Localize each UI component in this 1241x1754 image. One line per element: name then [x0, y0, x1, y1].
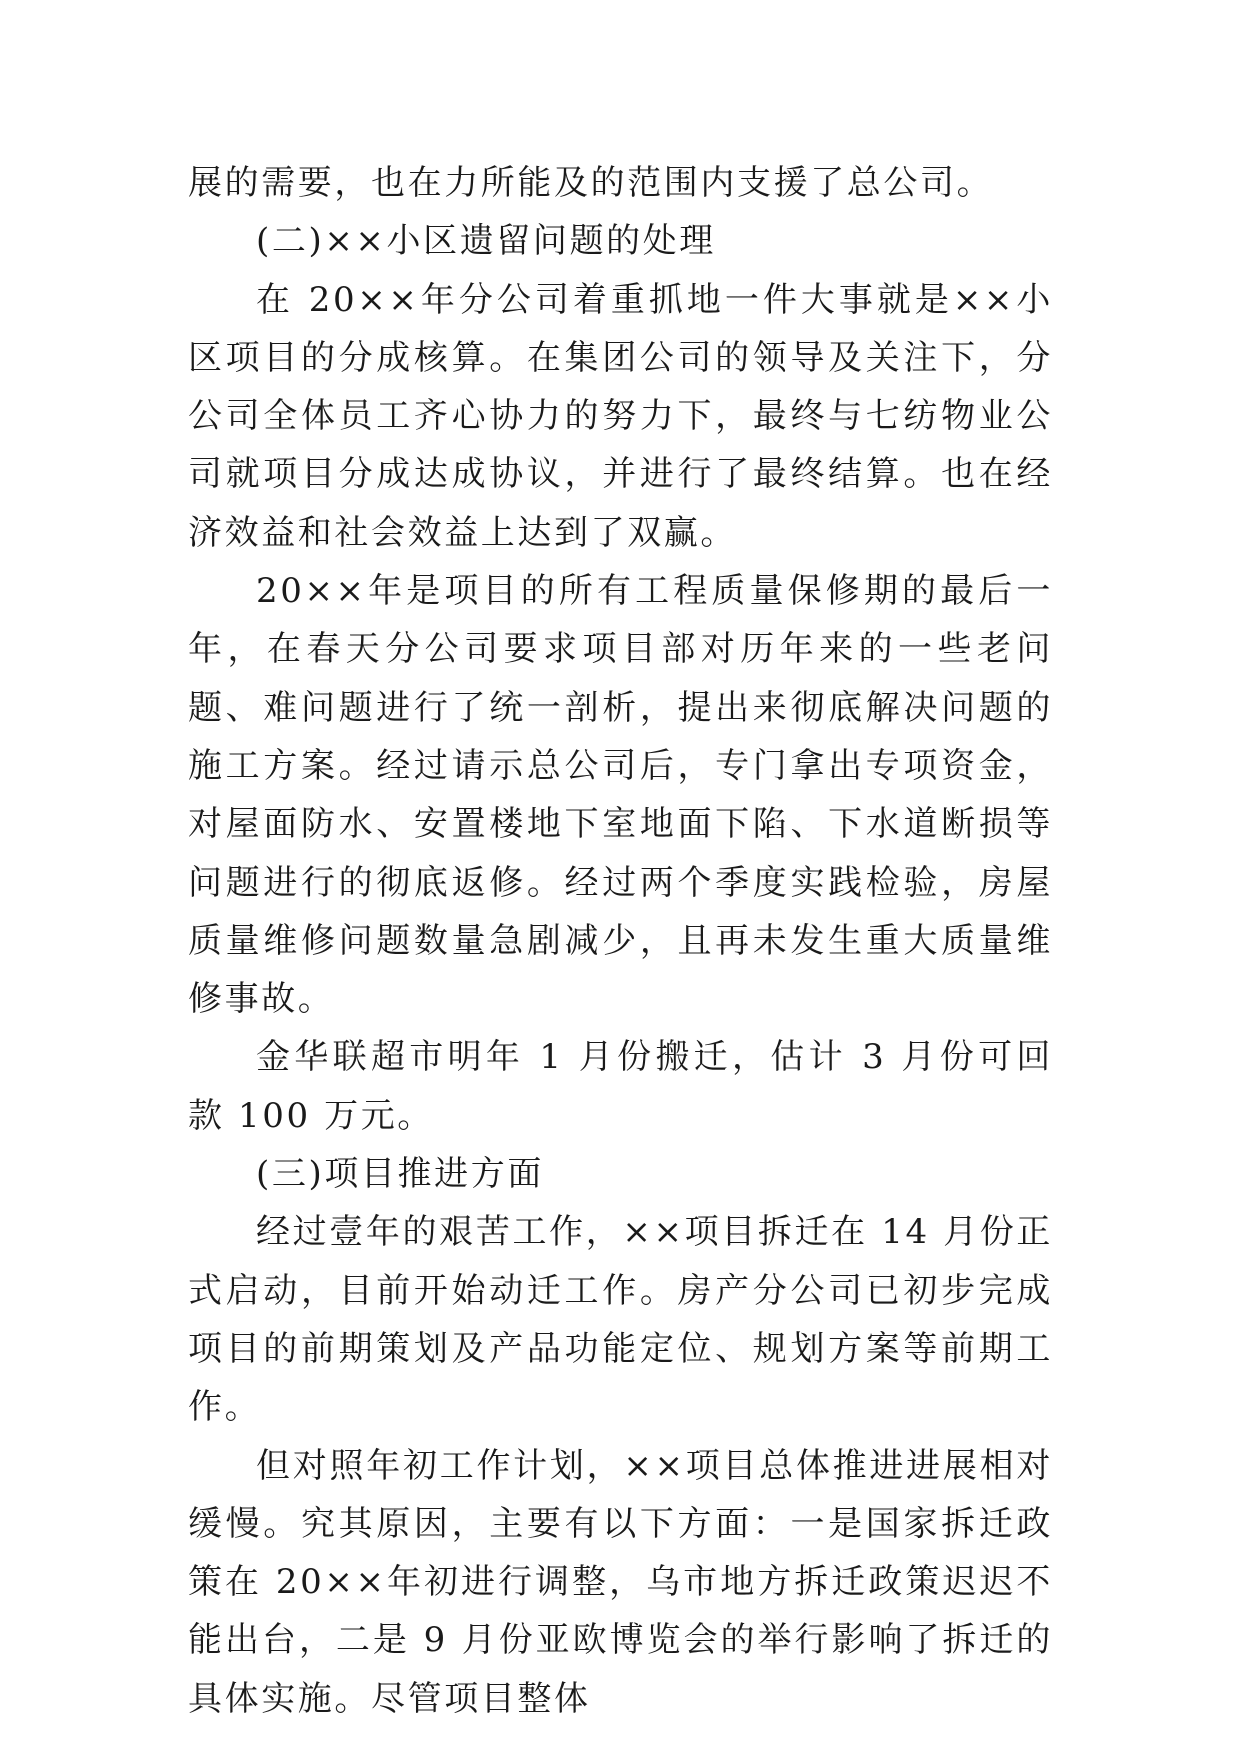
paragraph-supermarket: 金华联超市明年 1 月份搬迁，估计 3 月份可回款 100 万元。 — [188, 1037, 1053, 1136]
paragraph-demolition: 经过壹年的艰苦工作，××项目拆迁在 14 月份正式启动，目前开始动迁工作。房产分公司已初步完成项目的前期策划及产品功能定位、规划方案等前期工作。 — [188, 1212, 1053, 1428]
paragraph-warranty: 20××年是项目的所有工程质量保修期的最后一年，在春天分公司要求项目部对历年来的一些老问题、难问题进行了统一剖析，提出来彻底解决问题的施工方案。经过请示总公司后，专门拿出专项资金，对屋面防水、安置楼地下室地面下陷、下水道断损等问题进行的彻底返修。经过两个季度实践检验，房屋质量维修问题数量急剧减少，且再未发生重大质量维修事故。 — [188, 571, 1053, 1020]
document-body — [188, 154, 1053, 1728]
paragraph-progress: 但对照年初工作计划，××项目总体推进进展相对缓慢。究其原因，主要有以下方面：一是国家拆迁政策在 20××年初进行调整，乌市地方拆迁政策迟迟不能出台，二是 9 月份亚欧博览会的举行影响了拆迁的具体实施。尽管项目整体 — [188, 1445, 1053, 1719]
section-heading-3: (三)项目推进方面 — [256, 1154, 544, 1195]
section-heading-2: (二)××小区遗留问题的处理 — [256, 221, 716, 262]
paragraph-settlement: 在 20××年分公司着重抓地一件大事就是××小区项目的分成核算。在集团公司的领导及关注下，分公司全体员工齐心协力的努力下，最终与七纺物业公司就项目分成达成协议，并进行了最终结算。也在经济效益和社会效益上达到了双赢。 — [188, 279, 1053, 553]
paragraph-continuation: 展的需要，也在力所能及的范围内支援了总公司。 — [188, 163, 994, 203]
